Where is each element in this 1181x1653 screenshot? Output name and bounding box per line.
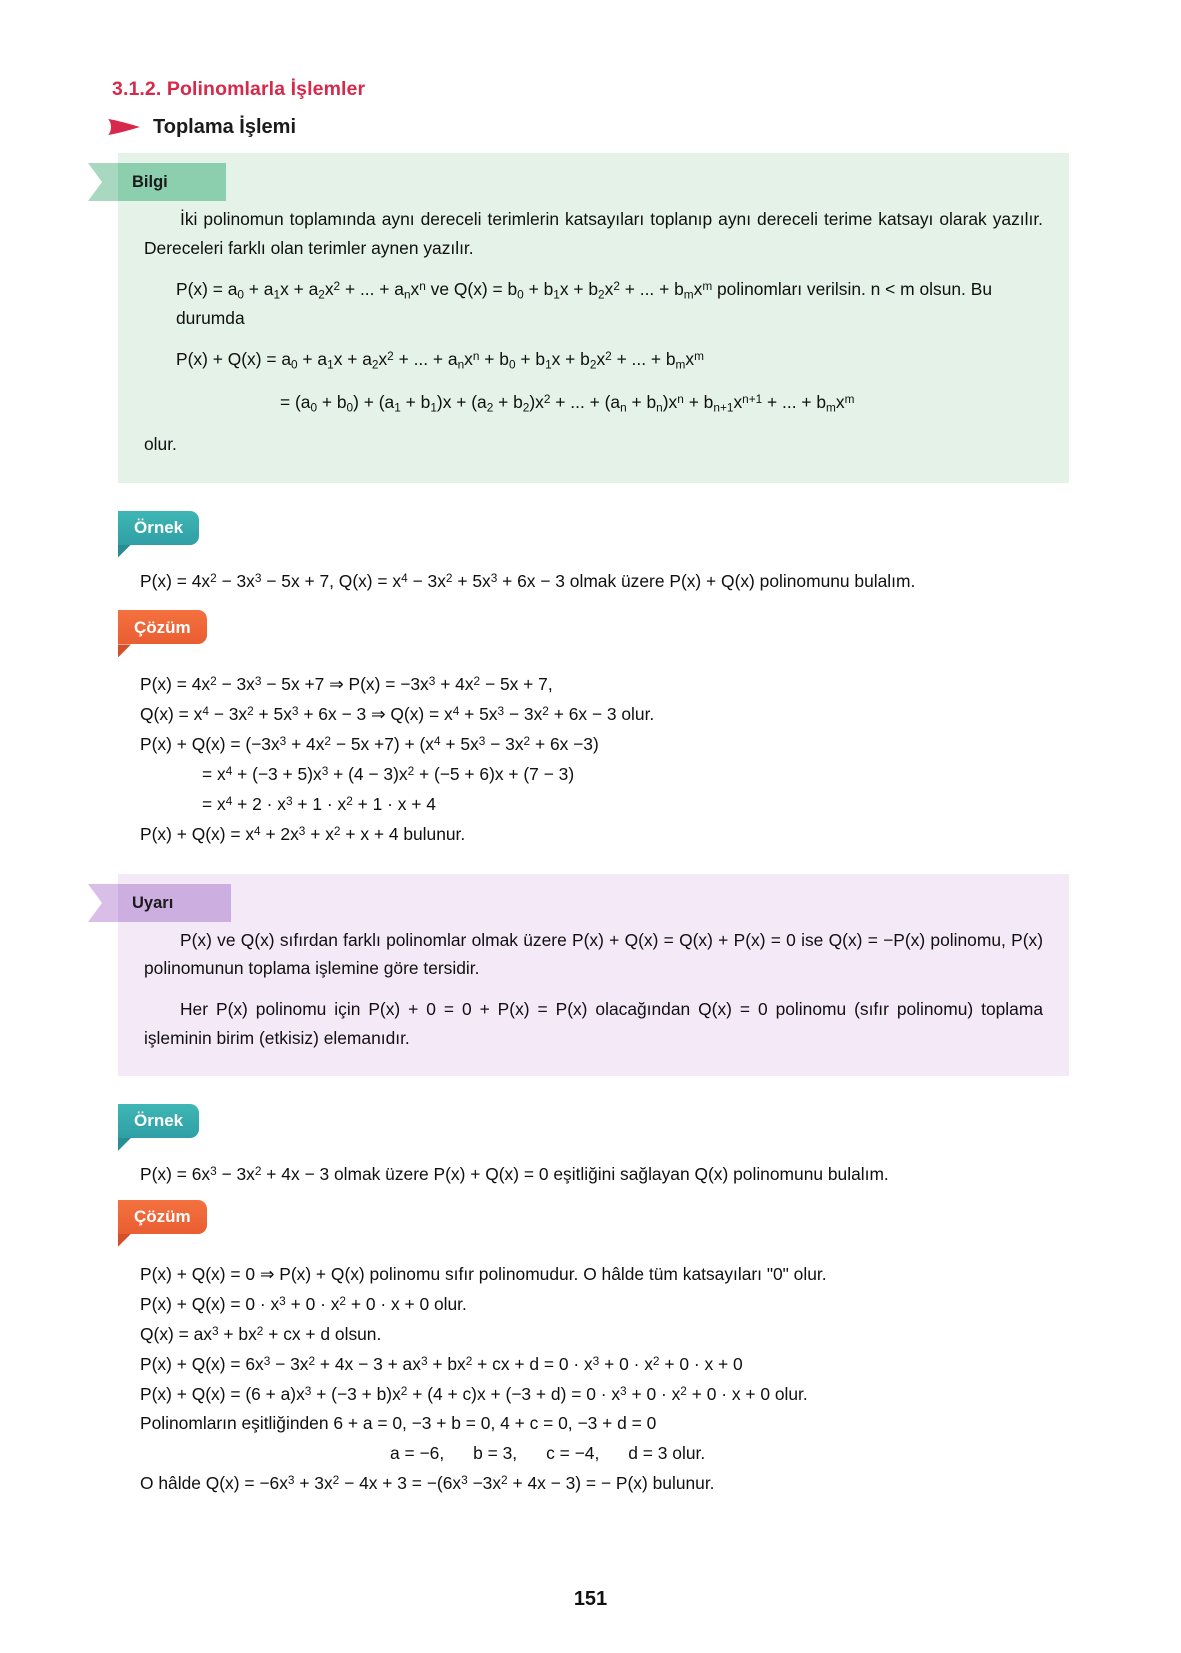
solution-2-line: P(x) + Q(x) = 0 ⇒ P(x) + Q(x) polinomu sıfır polinomudur. O hâlde tüm katsayıları "0" olur. — [140, 1263, 827, 1284]
solution-1-line: = $x^4 + 2 \cdot x^3 + 1 \cdot x^2 + 1 \cdot x + 4$ — [202, 794, 436, 815]
info-callout — [118, 153, 1069, 482]
arrow-right-icon — [106, 116, 142, 138]
warning-label: Uyarı — [118, 884, 231, 922]
solution-1-body — [112, 670, 1069, 850]
solution-1-line: $P(x) + Q(x) = x^4 + 2x^3 + x^2 + x + 4$ bulunur. — [140, 824, 466, 845]
example-1-label: Örnek — [118, 511, 199, 545]
solution-1-line: $P(x) = 4x^2 - 3x^3 - 5x +7$ ⇒ $P(x) = -3x^3 + 4x^2 - 5x + 7$, — [140, 674, 553, 695]
example-1-statement: $P(x) = 4x^2 - 3x^3 - 5x + 7$, $Q(x) = x^4 - 3x^2 + 5x^3 + 6x - 3$ olmak üzere P(x) + Q(x) polinomunu bulalım. — [140, 570, 916, 591]
solution-1-line: = $x^4 + (-3 + 5)x^3 + (4 - 3)x^2 + (-5 + 6)x + (7 - 3)$ — [202, 764, 575, 785]
warning-paragraph-2: Her P(x) polinomu için P(x) + 0 = 0 + P(x) = P(x) olacağından Q(x) = 0 polinomu (sıfır polinomu) toplama işleminin birim (etkisiz) elemanıdır. — [144, 999, 1043, 1048]
solution-1-tab-wrap — [118, 610, 1069, 650]
page-number: 151 — [573, 1588, 608, 1610]
ribbon-tail-icon — [88, 884, 118, 922]
solution-2-line: $P(x) + Q(x) = 6x^3 - 3x^2 + 4x - 3 + ax^3 + bx^2$ + cx + $d = 0 \cdot x^3 + 0 \cdot x^2 + 0 \cdot x + 0$ — [140, 1353, 743, 1374]
info-formula-1: $P(x) = a_0 + a_1x + a_2x^2$ + ... + $a_nx^n$ ve $Q(x) = b_0 + b_1x + b_2x^2$ + ... + $b_mx^m$ polinomları verilsin. n < m olsun. Bu durumda — [176, 278, 992, 329]
info-formula-3: = $(a_0 + b_0) + (a_1 + b_1)x + (a_2 + b_2)x^2$ + ... + $(a_n + b_n)x^n + b_{n+1}x^{n+1}$ + ... + $b_mx^m$ — [280, 391, 855, 415]
warning-ribbon — [88, 884, 231, 922]
example-1-body — [112, 567, 1069, 597]
solution-2-label: Çözüm — [118, 1200, 207, 1234]
solution-2-conclusion: O hâlde $Q(x) = -6x^3 + 3x^2 - 4x + 3 = -(6x^3 -3x^2 + 4x - 3)$ = − P(x) bulunur. — [140, 1473, 715, 1494]
warning-callout — [118, 874, 1069, 1076]
page-title: 3.1.2. Polinomlarla İşlemler — [112, 78, 366, 100]
solution-1-label: Çözüm — [118, 610, 207, 644]
info-closing: olur. — [144, 434, 177, 455]
ribbon-tail-icon — [88, 163, 118, 201]
solution-2-line: $P(x) + Q(x) = (6 + a)x^3 + (-3 + b)x^2 + (4 + c)x + (-3 + d) = 0 \cdot x^3 + 0 \cdot x^2 + 0 \cdot x + 0$ olur. — [140, 1383, 808, 1404]
solution-2-body — [112, 1260, 1069, 1500]
solution-2-line: $P(x) + Q(x) = 0 \cdot x^3 + 0 \cdot x^2 + 0 \cdot x + 0$ olur. — [140, 1293, 467, 1314]
example-2-statement: $P(x) = 6x^3 - 3x^2 + 4x - 3$ olmak üzere P(x) + Q(x) = 0 eşitliğini sağlayan Q(x) polinomunu bulalım. — [140, 1163, 889, 1184]
example-2-label: Örnek — [118, 1104, 199, 1138]
example-2-body — [112, 1160, 1069, 1190]
solution-2-line: $Q(x) = ax^3 + bx^2$ + cx + d olsun. — [140, 1323, 382, 1344]
solution-1-line: $P(x) + Q(x) = (-3x^3 + 4x^2 - 5x +7) + (x^4 + 5x^3 - 3x^2 + 6x -3)$ — [140, 734, 599, 755]
info-formula-2: $P(x) + Q(x) = a_0 + a_1x + a_2x^2$ + ... + $a_nx^n + b_0 + b_1x + b_2x^2$ + ... + $b_mx^m$ — [176, 349, 704, 372]
solution-2-line: Polinomların eşitliğinden 6 + a = 0, −3 + b = 0, 4 + c = 0, −3 + d = 0 — [140, 1413, 657, 1434]
warning-paragraph-1: P(x) ve Q(x) sıfırdan farklı polinomlar olmak üzere P(x) + Q(x) = Q(x) + P(x) = 0 ise Q(x) = −P(x) polinomu, P(x) polinomunun toplama işlemine göre tersidir. — [144, 930, 1043, 979]
subsection-heading — [106, 115, 1069, 139]
example-1-tab-wrap — [118, 511, 1069, 551]
solution-1-line: $Q(x) = x^4 - 3x^2 + 5x^3 + 6x - 3$ ⇒ $Q(x) = x^4 + 5x^3 - 3x^2 + 6x - 3$ olur. — [140, 704, 655, 725]
info-label: Bilgi — [118, 163, 226, 201]
example-2-tab-wrap — [118, 1104, 1069, 1144]
solution-2-tab-wrap — [118, 1200, 1069, 1240]
info-ribbon — [88, 163, 226, 201]
solution-2-coefficients: a = −6, b = 3, c = −4, d = 3 olur. — [390, 1443, 706, 1464]
info-paragraph-1: İki polinomun toplamında aynı dereceli terimlerin katsayıları toplanıp aynı dereceli terime katsayı olarak yazılır. Dereceleri farklı olan terimler aynen yazılır. — [144, 209, 1043, 258]
subsection-title: Toplama İşlemi — [153, 116, 297, 139]
